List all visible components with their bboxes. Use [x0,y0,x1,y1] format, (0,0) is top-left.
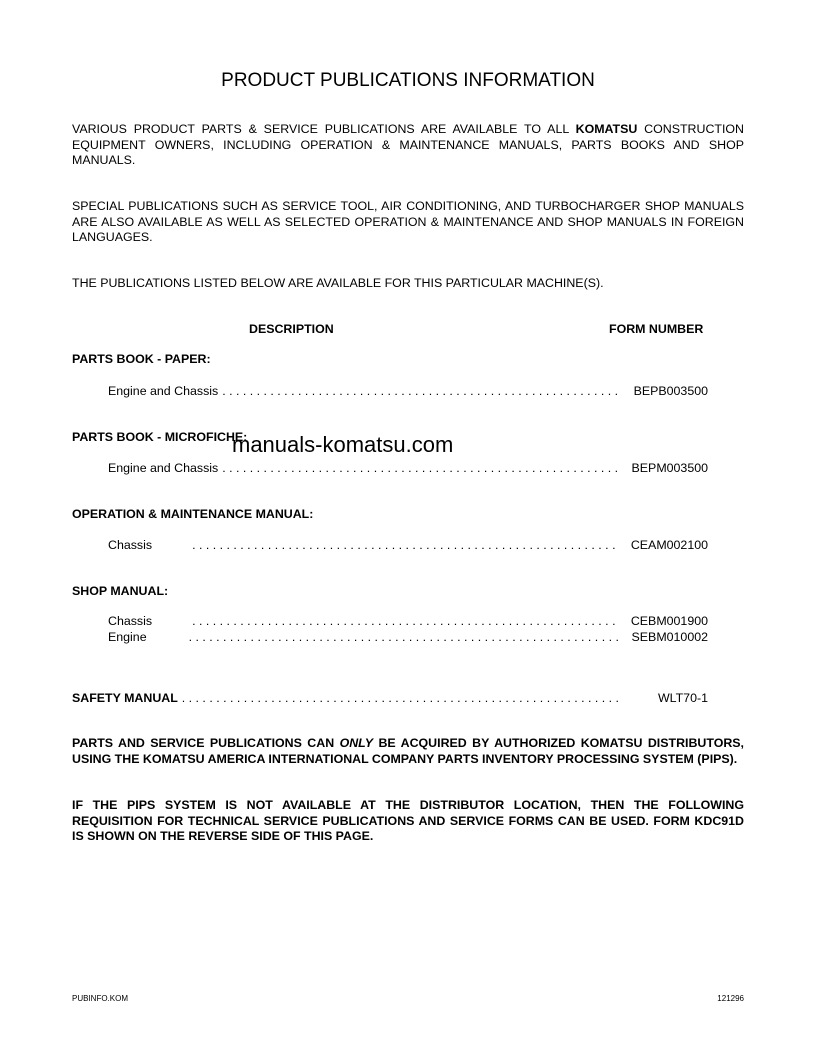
footer-left: PUBINFO.KOM [72,994,129,1003]
description-column-header: DESCRIPTION [249,322,334,336]
form-number: SEBM010002 [631,630,708,644]
publication-row [108,630,708,644]
form-number: CEBM001900 [630,614,708,628]
section-heading: PARTS BOOK - MICROFICHE: [72,430,248,444]
note-paragraph-1 [72,736,744,767]
intro-paragraph-2: SPECIAL PUBLICATIONS SUCH AS SERVICE TOOL, AIR CONDITIONING, AND TURBOCHARGER SHOP MANUALS ARE ALSO AVAILABLE AS WELL AS SELECTED OPERATION & MAINTENANCE AND SHOP MANUALS IN FOREIGN LANGUAGES. [72,199,744,244]
brand-text: KOMATSU [575,122,638,136]
form-number-column-header: FORM NUMBER [609,322,704,336]
emphasis-text: ONLY [339,736,374,750]
intro-paragraph-1 [72,122,744,169]
publication-row [108,384,708,398]
publication-row [108,538,708,552]
section-heading: OPERATION & MAINTENANCE MANUAL: [72,507,314,521]
text: PARTS AND SERVICE PUBLICATIONS CAN [72,736,340,750]
form-number: CEAM002100 [630,538,708,552]
description: Chassis [108,614,153,628]
description: Chassis [108,538,153,552]
form-number: BEPB003500 [633,384,708,398]
section-heading: SHOP MANUAL: [72,584,169,598]
text: VARIOUS PRODUCT PARTS & SERVICE PUBLICATIONS ARE AVAILABLE TO ALL [72,122,576,136]
description: SAFETY MANUAL [72,691,178,705]
publication-row [108,614,708,628]
section-heading: PARTS BOOK - PAPER: [72,352,211,366]
description: Engine [108,630,147,644]
safety-manual-row [72,691,708,705]
footer-right: 121296 [717,994,744,1003]
description: Engine and Chassis [108,461,219,475]
text: BE ACQUIRED BY AUTHORIZED KOMATSU DISTRIBUTORS, USING THE KOMATSU AMERICA INTERNATIONAL COMPANY PARTS INVENTORY PROCESSING SYSTEM (PIPS). [72,736,745,766]
description: Engine and Chassis [108,384,219,398]
intro-paragraph-3: THE PUBLICATIONS LISTED BELOW ARE AVAILABLE FOR THIS PARTICULAR MACHINE(S). [72,276,604,290]
publication-row [108,461,708,475]
form-number: BEPM003500 [631,461,708,475]
form-number: WLT70-1 [657,691,708,705]
note-paragraph-2: IF THE PIPS SYSTEM IS NOT AVAILABLE AT THE DISTRIBUTOR LOCATION, THEN THE FOLLOWING REQUISITION FOR TECHNICAL SERVICE PUBLICATIONS AND SERVICE FORMS CAN BE USED. FORM KDC91D IS SHOWN ON THE REVERSE SIDE OF THIS PAGE. [72,798,744,843]
text: CONSTRUCTION EQUIPMENT OWNERS, INCLUDING OPERATION & MAINTENANCE MANUALS, PARTS BOOKS AND SHOP MANUALS. [72,122,744,167]
page-title: PRODUCT PUBLICATIONS INFORMATION [221,70,595,91]
watermark: manuals-komatsu.com [232,432,454,457]
